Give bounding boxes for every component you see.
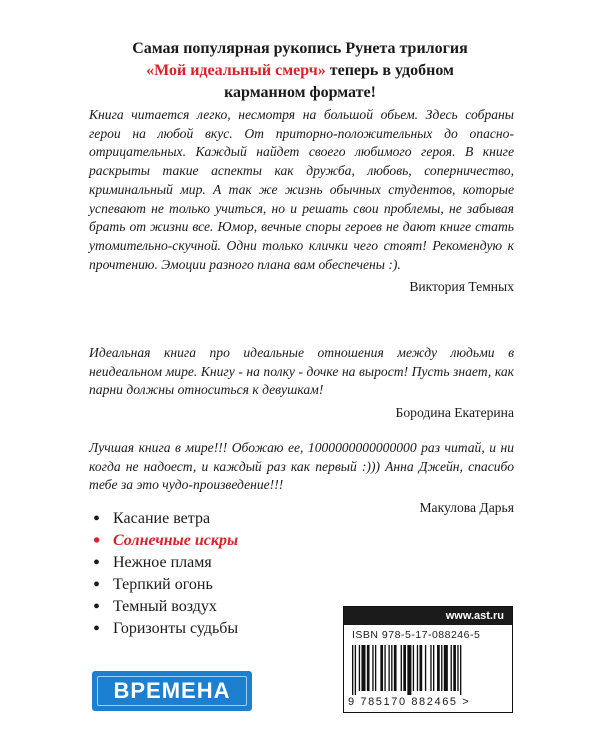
barcode-bar [359,645,360,691]
bullet-icon: • [93,574,101,596]
barcode-bar [453,645,456,691]
book-list-item [93,508,353,530]
bullet-icon: • [93,508,101,530]
bullet-icon: • [93,618,101,640]
barcode-bar [417,645,418,691]
barcode-bars [352,645,504,695]
book-title: Касание ветра [113,510,211,527]
barcode-bar [420,645,423,691]
series-book-list [93,508,353,640]
barcode-bar [460,645,461,695]
barcode-bar [444,645,448,691]
barcode-bar [407,645,411,695]
barcode-digits: 9 785170 882465 > [348,696,471,708]
review-author: Макулова Дарья [419,500,514,516]
publisher-website: www.ast.ru [344,607,512,625]
book-title: Терпкий огонь [113,576,213,593]
barcode-bar [375,645,376,691]
barcode-bar [437,645,440,691]
barcode-bar [441,645,442,691]
barcode-bar [384,645,385,691]
book-title: Горизонты судьбы [113,620,239,637]
book-title: Темный воздух [113,598,217,615]
bullet-icon: • [93,552,101,574]
isbn-label: ISBN 978-5-17-088246-5 [352,629,481,641]
book-list-item [93,574,353,596]
headline-line-2-rest: теперь в удобном [325,62,454,79]
bullet-icon: • [93,596,101,618]
barcode-bar [403,645,406,691]
cover-headline [60,38,540,104]
publisher-logo-text: ВРЕМЕНА [113,678,231,703]
publisher-logo [92,671,252,711]
barcode-bar [355,645,356,695]
barcode-bar [430,645,431,691]
book-list-item [93,596,353,618]
review-2 [89,344,514,423]
barcode-bar [394,645,397,691]
barcode-bar [367,645,370,691]
book-title: Солнечные искры [113,532,239,549]
review-text: Идеальная книга про идеальные отношения между людьми в неидеальном мире. Книгу - на полку - дочке на вырост! Пусть знает, как парни должны относиться к девушкам! [89,345,514,398]
barcode-bar [361,645,365,691]
barcode-panel [343,606,513,713]
barcode-bar [391,645,392,691]
headline-line-3: карманном формате! [224,84,376,101]
logo-frame [97,676,247,706]
barcode-bar [380,645,383,691]
review-3 [89,439,514,518]
book-title: Нежное пламя [113,554,212,571]
barcode-bar [352,645,353,695]
trilogy-title: «Мой идеальный смерч» [146,62,326,79]
review-1 [89,106,514,297]
headline-line-1: Самая популярная рукопись Рунета трилогия [132,40,468,57]
book-list-item [93,552,353,574]
review-author: Бородина Екатерина [395,405,514,421]
barcode-bar [457,645,458,691]
barcode-bar [413,645,414,691]
headline-line-2 [60,60,540,82]
barcode-bar [425,645,426,691]
barcode-bar [372,645,373,691]
barcode-bar [451,645,452,691]
bullet-icon: • [93,530,101,552]
review-text: Лучшая книга в мире!!! Обожаю ее, 1000000000000000 раз читай, и ни когда не надоест, и каждый раз как первый :))) Анна Джейн, спасибо тебе за это чудо-произведение!!! [89,440,514,493]
barcode-bar [401,645,402,691]
book-list-item-current [93,530,353,552]
review-text: Книга читается легко, несмотря на большой обьем. Здесь собраны герои на любой вкус. От приторно-положительных до опасно-отрицательных. Каждый найдет своего любимого героя. В книге раскрыты такие аспекты как дружба, любовь, соперничество, криминальный мир. А так же жизнь обычных студентов, которые успевают не только учиться, но и решать свои проблемы, не забывая брать от жизни все. Юмор, вечные споры героев не дают книге стать утомительно-скучной. Одни только клички чего стоят! Рекомендую к прочтению. Эмоции разного плана вам обеспечены :). [89,107,514,272]
review-author: Виктория Темных [409,279,514,295]
book-list-item [93,618,353,640]
barcode-bar [388,645,389,691]
barcode-bar [433,645,434,691]
